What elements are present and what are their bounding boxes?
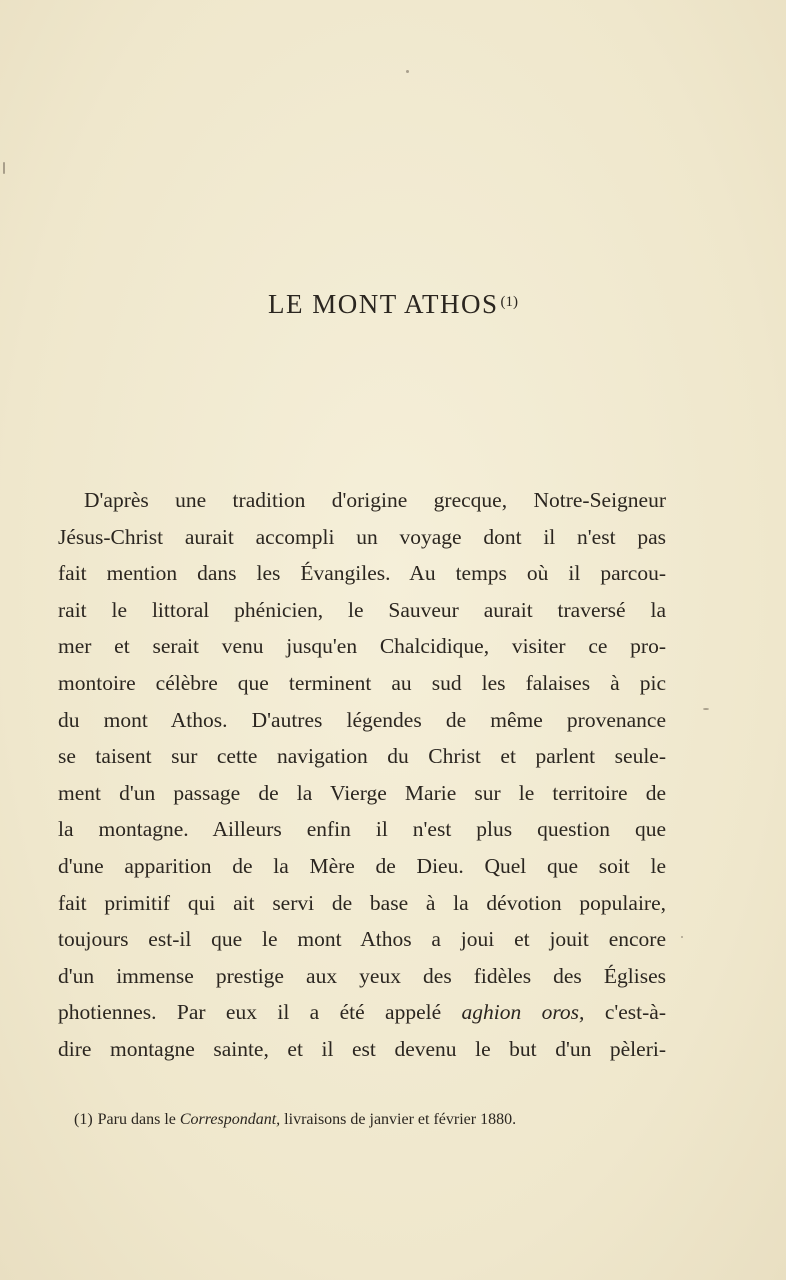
text-line: D'après une tradition d'origine grecque, Notre-Seigneur xyxy=(84,488,666,512)
footnote xyxy=(74,1108,644,1132)
text-line: fait mention dans les Évangiles. Au temps où il parcou- xyxy=(58,561,666,586)
text-line: Jésus-Christ aurait accompli un voyage dont il n'est pas xyxy=(58,524,666,549)
text-fragment: photiennes. Par eux il a été appelé xyxy=(58,1000,462,1025)
footnote-reference: (1) xyxy=(500,294,519,310)
text-line xyxy=(58,994,666,1031)
italic-greek-term: aghion oros, xyxy=(461,1000,585,1025)
text-line: du mont Athos. D'autres légendes de même provenance xyxy=(58,707,666,732)
footnote-text: Paru dans le xyxy=(97,1111,180,1128)
text-line: ment d'un passage de la Vierge Marie sur le territoire de xyxy=(58,780,666,805)
chapter-title xyxy=(0,282,786,324)
text-line: toujours est-il que le mont Athos a joui et jouit encore xyxy=(58,927,666,952)
paper-speck xyxy=(3,162,5,174)
text-fragment: c'est-à- xyxy=(584,1000,666,1025)
text-line: dire montagne sainte, et il est devenu le but d'un pèleri- xyxy=(58,1036,666,1061)
text-line: rait le littoral phénicien, le Sauveur aurait traversé la xyxy=(58,597,666,622)
paper-speck xyxy=(406,70,409,73)
text-line: la montagne. Ailleurs enfin il n'est plus question que xyxy=(58,817,666,842)
text-line: d'un immense prestige aux yeux des fidèles des Églises xyxy=(58,963,666,988)
paper-speck xyxy=(703,708,709,710)
text-line: mer et serait venu jusqu'en Chalcidique, visiter ce pro- xyxy=(58,634,666,659)
footnote-mark: (1) xyxy=(74,1111,93,1128)
text-line: fait primitif qui ait servi de base à la dévotion populaire, xyxy=(58,890,666,915)
body-paragraph xyxy=(58,482,666,1068)
footnote-publication: Correspondant, xyxy=(179,1111,281,1128)
text-line: se taisent sur cette navigation du Christ et parlent seule- xyxy=(58,744,666,769)
text-line: d'une apparition de la Mère de Dieu. Quel que soit le xyxy=(58,853,666,878)
text-line: montoire célèbre que terminent au sud les falaises à pic xyxy=(58,670,666,695)
footnote-text: livraisons de janvier et février 1880. xyxy=(280,1111,517,1128)
chapter-title-text: LE MONT ATHOS xyxy=(267,289,499,319)
paper-speck xyxy=(681,936,683,938)
